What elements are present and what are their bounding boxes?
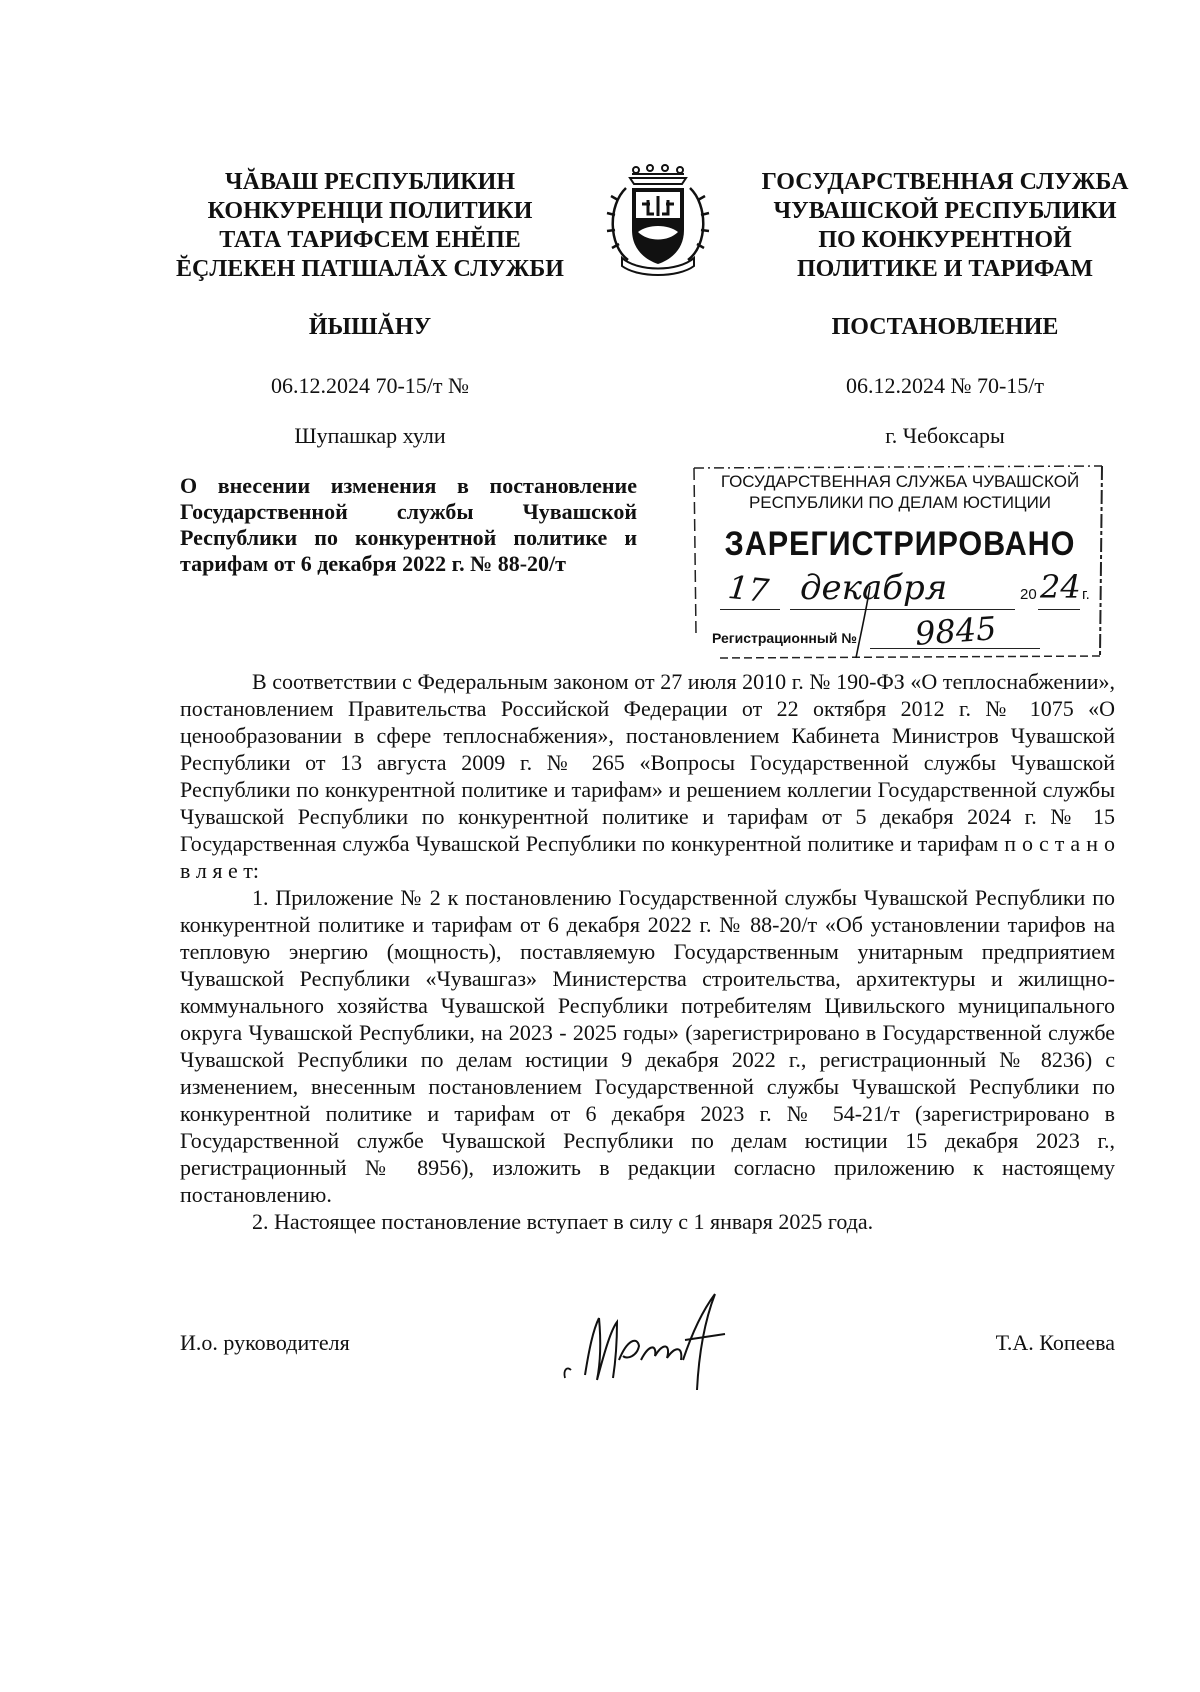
header-left-line1: ЧĂВАШ РЕСПУБЛИКИН — [225, 169, 515, 195]
date-number-left: 06.12.2024 70-15/т № — [270, 373, 470, 398]
stamp-reg-number: 9845 — [913, 609, 998, 653]
body-paragraph-preamble — [180, 668, 1115, 884]
doc-type-left: ЙЫШĂНУ — [308, 314, 432, 340]
chuvash-coat-of-arms-icon — [598, 160, 718, 280]
signatory-name: Т.А. Копеева — [995, 1330, 1115, 1355]
header-right-line3: ПО КОНКУРЕНТНОЙ — [818, 227, 1072, 253]
doc-type-right: ПОСТАНОВЛЕНИЕ — [831, 314, 1059, 340]
stamp-day-underline — [720, 609, 780, 610]
stamp-day: 17 — [726, 567, 771, 611]
header-left-line4: ĔÇЛЕКЕН ПАТШАЛĂХ СЛУЖБИ — [176, 256, 564, 282]
city-right: г. Чебоксары — [885, 423, 1005, 448]
stamp-status: ЗАРЕГИСТРИРОВАНО — [724, 525, 1076, 563]
stamp-year-underline — [1038, 609, 1080, 610]
stamp-reg-label: Регистрационный № — [712, 630, 857, 646]
stamp-org-line2: РЕСПУБЛИКИ ПО ДЕЛАМ ЮСТИЦИИ — [748, 493, 1052, 512]
header-right-line2: ЧУВАШСКОЙ РЕСПУБЛИКИ — [773, 198, 1117, 224]
signatory-position: И.о. руководителя — [180, 1330, 350, 1355]
stamp-pen-stroke — [850, 582, 880, 662]
header-right — [735, 168, 1155, 284]
stamp-year-suffix: 24 — [1040, 568, 1081, 606]
header-left — [150, 168, 590, 284]
preamble-text: В соответствии с Федеральным законом от 27 июля 2010 г. № 190-ФЗ «О теплоснабжении», постановлением Правительства Российской Федерации от 22 октября 2012 г. № 1075 «О ценообразовании в сфере теплоснабжения», постановлением Кабинета Министров Чувашской Республики от 13 августа 2009 г. № 265 «Вопросы Государственной службы Чувашской Республики по конкурентной политике и тарифам» и решением коллегии Государственной службы Чувашской Республики по конкурентной политике и тарифам от 5 декабря 2024 г. № 15 Государственная служба Чувашской Республики по конкурентной политике и тарифам — [180, 669, 1115, 856]
header-right-line1: ГОСУДАРСТВЕННАЯ СЛУЖБА — [761, 169, 1129, 195]
document-body — [180, 668, 1115, 1235]
city-left: Шупашкар хули — [294, 423, 446, 448]
stamp-month: декабря — [800, 568, 948, 608]
handwritten-signature — [555, 1290, 755, 1400]
body-paragraph-item2: 2. Настоящее постановление вступает в силу с 1 января 2025 года. — [252, 1209, 874, 1234]
header-left-line3: ТАТА ТАРИФСЕМ ЕНĔПЕ — [219, 227, 521, 253]
stamp-year-unit: г. — [1082, 586, 1090, 603]
body-paragraph-item1: 1. Приложение № 2 к постановлению Государственной службы Чувашской Республики по конкурентной политике и тарифам от 6 декабря 2022 г. № 88-20/т «Об установлении тарифов на тепловую энергию (мощность), поставляемую Государственным унитарным предприятием Чувашской Республики «Чувашгаз» Министерства строительства, архитектуры и жилищно-коммунального хозяйства Чувашской Республики потребителям Цивильского муниципального округа Чувашской Республики, на 2023 - 2025 годы» (зарегистрировано в Государственной службе Чувашской Республики по делам юстиции 9 декабря 2022 г., регистрационный № 8236) с изменением, внесенным постановлением Государственной службы Чувашской Республики по конкурентной политике и тарифам от 6 декабря 2023 г. № 54-21/т (зарегистрировано в Государственной службе Чувашской Республики по делам юстиции 15 декабря 2023 г., регистрационный № 8956), изложить в редакции согласно приложению к настоящему постановлению. — [180, 885, 1115, 1207]
stamp-year-prefix: 20 — [1020, 586, 1037, 603]
header-left-line2: КОНКУРЕНЦИ ПОЛИТИКИ — [207, 198, 533, 224]
stamp-reg-underline — [870, 648, 1040, 649]
stamp-org-line1: ГОСУДАРСТВЕННАЯ СЛУЖБА ЧУВАШСКОЙ — [720, 472, 1080, 491]
decree-word: п о с т а н о в л я е т: — [180, 831, 1116, 883]
date-number-right: 06.12.2024 № 70-15/т — [845, 373, 1045, 398]
registration-stamp — [690, 462, 1105, 660]
header-right-line4: ПОЛИТИКЕ И ТАРИФАМ — [796, 256, 1093, 282]
document-title: О внесении изменения в постановление Государственной службы Чувашской Республики по конкурентной политике и тарифам от 6 декабря 2022 г. № 88-20/т — [180, 473, 637, 576]
